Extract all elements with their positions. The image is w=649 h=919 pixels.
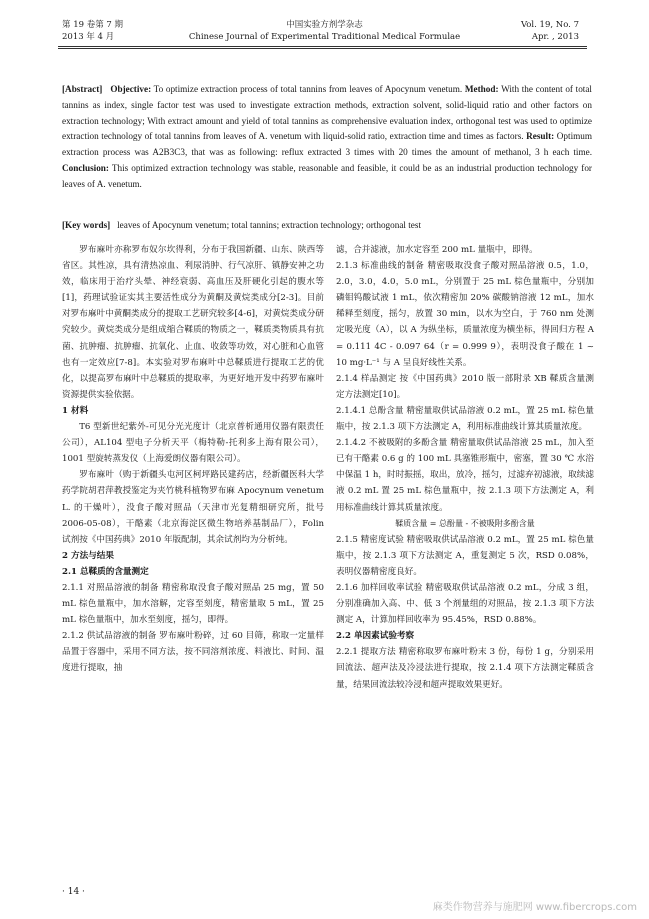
left-column xyxy=(62,242,324,677)
paragraph-recovery-test: 2.1.6 加样回收率试验 精密吸取供试品溶液 0.2 mL，分成 3 组，分别准确加入高、中、低 3 个剂量组的对照品，按 2.1.3 项下方法测定 A，计算加样回收率为 95.45%，RSD 0.88%。 xyxy=(336,582,594,626)
paragraph-extraction-method: 2.2.1 提取方法 精密称取罗布麻叶粉末 3 份，每份 1 g，分别采用回流法、超声法及冷浸法进行提取，按 2.1.4 项下方法测定鞣质含量，结果回流法较冷浸和超声提取效果更好。 xyxy=(336,647,594,690)
result-label: Result: xyxy=(526,131,555,142)
header-date-en: Apr. , 2013 xyxy=(531,32,579,42)
section-heading-materials: 1 材料 xyxy=(62,405,89,416)
reagents-paragraph: 罗布麻叶（购于新疆头屯河区柯坪路民建药店，经新疆医科大学药学院胡君萍教授鉴定为夹竹桃科植物罗布麻 Apocynum venetum L. 的干燥叶），没食子酸对照品（天津市光复精细研究所，批号 2006-05-08），干酪素（北京海淀区微生物培养基制品厂），Folin 试剂按《中国药典》2010 年版配制，其余试剂均为分析纯。 xyxy=(62,470,324,545)
paragraph-unadsorbed-polyphenol: 2.1.4.2 不被吸附的多酚含量 精密量取供试品溶液 25 mL，加入至已有干酪素 0.6 g 的 100 mL 具塞锥形瓶中，密塞，置 30 ℃ 水浴中保温 1 h，时时振摇，取出，放冷，摇匀，过滤弃初滤液，取续滤液 0.2 mL 置 25 mL 棕色量瓶中，按 2.1.3 项下方法测定 A，利用标准曲线计算其质量浓度。 xyxy=(336,438,594,513)
subsection-heading-tannin-assay: 2.1 总鞣质的含量测定 xyxy=(62,566,149,577)
header-rule-secondary xyxy=(58,48,587,49)
paragraph-filtration: 滤，合并滤液，加水定容至 200 mL 量瓶中，即得。 xyxy=(336,245,538,255)
intro-paragraph: 罗布麻叶亦称罗布奴尔坎得利，分布于我国新疆、山东、陕西等省区。其性凉，具有清热凉血、利尿消肿、行气凉肝、镇静安神之功效，临床用于治疗头晕、神经衰弱、高血压及肝硬化引起的腹水等[1]，药理试验证实其主要活性成分为黄酮及黄烷类成分[2-3]。目前对罗布麻叶中黄酮类成分的提取工艺研究较多[4-6]，对黄烷类成分研究较少。黄烷类成分是组成缩合鞣质的物质之一，鞣质类物质具有抗菌、抗肿瘤、抗肿瘤、抗氧化、止血、收敛等功效，对心脏和心血管也有一定效应[7-8]。本实验对罗布麻叶中总鞣质进行提取工艺的优化，以提高罗布麻叶中总鞣质的提取率，为更好地开发中药罗布麻叶资源提供实验依据。 xyxy=(62,245,324,400)
header-rule xyxy=(58,46,587,47)
page-number: · 14 · xyxy=(62,887,85,897)
method-label: Method: xyxy=(464,84,499,94)
header-volume-issue: 第 19 卷第 7 期 xyxy=(62,20,124,30)
keywords-block xyxy=(62,218,592,232)
journal-title-en: Chinese Journal of Experimental Traditional Medical Formulae xyxy=(188,32,461,42)
paragraph-sample-measurement: 2.1.4 样品测定 按《中国药典》2010 版一部附录 XB 鞣质含量测定方法测定[10]。 xyxy=(336,373,594,400)
watermark: 麻类作物营养与施肥网 www.fibercrops.com xyxy=(432,902,637,913)
conclusion-label: Conclusion: xyxy=(62,162,109,173)
paragraph-standard-curve: 2.1.3 标准曲线的制备 精密吸取没食子酸对照品溶液 0.5，1.0，2.0，3.0，4.0，5.0 mL，分别置于 25 mL 棕色量瓶中，分别加磷钼钨酸试液 1 mL，依次精密加 20% 碳酸钠溶液 12 mL，加水稀释至刻度，摇匀，放置 30 min，以水为空白，于 760 nm 处测定吸光度（A），以 A 为纵坐标，质量浓度为横坐标，得回归方程 A = 0.111 4C - 0.097 64（r = 0.999 9），表明没食子酸在 1 ~ 10 mg·L⁻¹ 与 A 呈良好线性关系。 xyxy=(336,261,594,368)
header-date: 2013 年 4 月 xyxy=(62,32,115,42)
keywords-label: [Key words] xyxy=(62,220,111,230)
right-column xyxy=(336,242,594,693)
paragraph-precision-test: 2.1.5 精密度试验 精密吸取供试品溶液 0.2 mL，置 25 mL 棕色量瓶中，按 2.1.3 项下方法测定 A，重复测定 5 次，RSD 0.08%，表明仪器精密度良好。 xyxy=(336,534,594,577)
instruments-paragraph: T6 型新世纪紫外-可见分光光度计（北京普析通用仪器有限责任公司），AL104 型电子分析天平（梅特勒-托利多上海有限公司），1001 型旋转蒸发仪（上海爱朗仪器有限公司）。 xyxy=(62,422,324,465)
method-text: With the content of total tannins as index, single factor test was used to investigate extraction methods, extraction solvent, solid-liquid ratio and other factors on extraction technology; With extract amount and yield of total tannins as comprehensive evaluation index, orthogonal test was used to optimize extraction technology of total tannins from leaves of A. venetum with liquid-solid ratio, extraction time and times as factors. xyxy=(62,84,592,142)
objective-text: To optimize extraction process of total tannins from leaves of Apocynum venetum. xyxy=(153,84,463,94)
paragraph-total-phenol: 2.1.4.1 总酚含量 精密量取供试品溶液 0.2 mL，置 25 mL 棕色量瓶中，按 2.1.3 项下方法测定 A，利用标准曲线计算其质量浓度。 xyxy=(336,405,594,433)
header-volume-en xyxy=(521,19,579,43)
abstract-block xyxy=(62,82,592,193)
section-heading-methods: 2 方法与结果 xyxy=(62,550,114,561)
subsection-heading-single-factor: 2.2 单因素试验考察 xyxy=(336,631,415,642)
header-volume-issue-en: Vol. 19, No. 7 xyxy=(520,20,579,30)
abstract-label: [Abstract] xyxy=(62,84,103,94)
journal-title-cn: 中国实验方剂学杂志 xyxy=(286,20,363,30)
keywords-text: leaves of Apocynum venetum; total tannins; extraction technology; orthogonal test xyxy=(117,220,422,230)
result-text: Optimum extraction process was A2B3C3, that was as following: reflux extracted 3 times with 20 times the amount of methanol, 3 h each time. xyxy=(62,131,593,158)
paragraph-sample-solution: 2.1.2 供试品溶液的制备 罗布麻叶粉碎，过 60 目筛，称取一定量样品置于容器中，采用不同方法，按不同溶剂浓度、料液比、时间、温度进行提取，抽 xyxy=(62,631,324,674)
objective-label: Objective: xyxy=(110,84,152,94)
conclusion-text: This optimized extraction technology was stable, reasonable and feasible, it could be as an industrial production technology for leaves of A. venetum. xyxy=(62,162,592,189)
tannin-formula: 鞣质含量 = 总酚量 - 不被吸附多酚含量 xyxy=(395,518,535,528)
paragraph-reference-solution: 2.1.1 对照品溶液的制备 精密称取没食子酸对照品 25 mg，置 50 mL 棕色量瓶中，加水溶解，定容至刻度，精密量取 5 mL，置 25 mL 棕色量瓶中，加水至刻度，摇匀，即得。 xyxy=(62,582,324,626)
